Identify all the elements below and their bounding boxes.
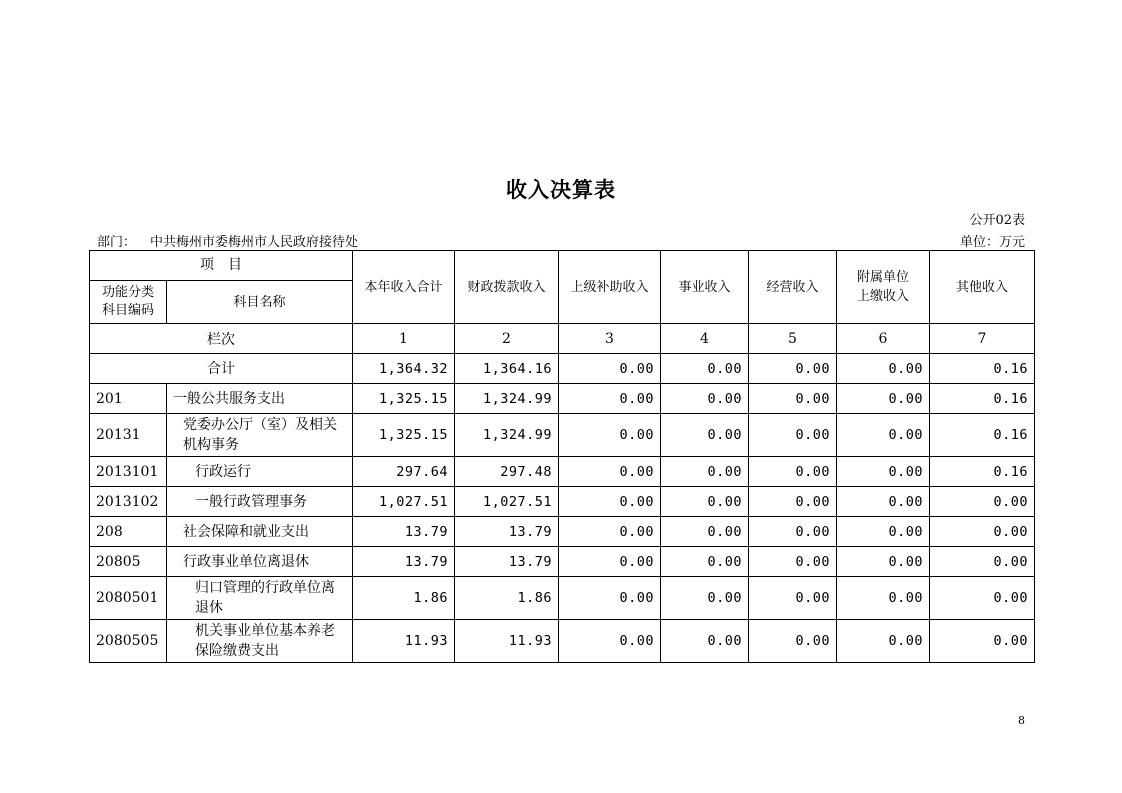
- row-value: 0.00: [559, 577, 661, 620]
- total-value: 0.00: [661, 354, 749, 384]
- column-index: 6: [837, 324, 930, 354]
- row-value: 0.00: [837, 547, 930, 577]
- row-value: 13.79: [353, 517, 455, 547]
- row-value: 0.16: [930, 384, 1035, 414]
- header-col-7: 其他收入: [930, 251, 1035, 324]
- row-value: 0.00: [661, 384, 749, 414]
- row-value: 0.00: [749, 577, 837, 620]
- column-index: 2: [455, 324, 559, 354]
- row-value: 0.00: [749, 547, 837, 577]
- row-value: 1,324.99: [455, 414, 559, 457]
- row-value: 0.00: [559, 384, 661, 414]
- column-index: 1: [353, 324, 455, 354]
- row-value: 0.00: [559, 457, 661, 487]
- row-value: 1.86: [353, 577, 455, 620]
- row-value: 13.79: [455, 547, 559, 577]
- row-value: 0.00: [661, 577, 749, 620]
- row-value: 0.00: [930, 620, 1035, 663]
- row-value: 0.00: [837, 517, 930, 547]
- row-value: 0.00: [837, 384, 930, 414]
- table-row: [90, 414, 1035, 457]
- row-value: 1,027.51: [455, 487, 559, 517]
- row-value: 0.00: [930, 487, 1035, 517]
- department-label: 部门：: [97, 235, 137, 250]
- row-value: 0.00: [661, 620, 749, 663]
- total-value: 0.16: [930, 354, 1035, 384]
- table-row: [90, 547, 1035, 577]
- page-title: 收入决算表: [506, 177, 616, 202]
- row-value: 0.00: [837, 414, 930, 457]
- row-value: 0.00: [930, 517, 1035, 547]
- income-statement-table: [89, 250, 1035, 663]
- department-line: [97, 231, 358, 250]
- row-code: 20131: [90, 414, 167, 457]
- row-value: 0.00: [559, 547, 661, 577]
- row-value: 0.00: [749, 487, 837, 517]
- row-value: 0.00: [749, 620, 837, 663]
- row-value: 0.00: [661, 487, 749, 517]
- row-name: 行政运行: [167, 457, 353, 487]
- row-value: 0.16: [930, 457, 1035, 487]
- row-name: 社会保障和就业支出: [167, 517, 353, 547]
- row-value: 0.00: [749, 517, 837, 547]
- row-value: 0.00: [661, 414, 749, 457]
- total-value: 0.00: [749, 354, 837, 384]
- row-value: 0.00: [559, 517, 661, 547]
- row-value: 0.00: [749, 414, 837, 457]
- row-value: 0.00: [661, 457, 749, 487]
- row-value: 297.48: [455, 457, 559, 487]
- row-value: 1,324.99: [455, 384, 559, 414]
- row-value: 0.00: [559, 620, 661, 663]
- column-index: 5: [749, 324, 837, 354]
- row-name: 一般行政管理事务: [167, 487, 353, 517]
- row-value: 0.00: [749, 457, 837, 487]
- total-row: [90, 354, 1035, 384]
- header-name-label: 科目名称: [167, 281, 353, 324]
- row-value: 11.93: [353, 620, 455, 663]
- row-name: 党委办公厅（室）及相关机构事务: [167, 414, 353, 457]
- page-number: 8: [1018, 714, 1025, 727]
- header-col-5: 经营收入: [749, 251, 837, 324]
- row-value: 0.00: [930, 577, 1035, 620]
- header-item: 项 目: [90, 251, 353, 281]
- row-name: 行政事业单位离退休: [167, 547, 353, 577]
- row-value: 1,325.15: [353, 384, 455, 414]
- header-col-3: 上级补助收入: [559, 251, 661, 324]
- row-value: 1.86: [455, 577, 559, 620]
- row-value: 0.00: [559, 414, 661, 457]
- total-value: 0.00: [837, 354, 930, 384]
- table-row: [90, 384, 1035, 414]
- row-code: 208: [90, 517, 167, 547]
- row-value: 0.00: [837, 487, 930, 517]
- row-value: 0.00: [661, 547, 749, 577]
- total-label: 合计: [90, 354, 353, 384]
- row-name: 一般公共服务支出: [167, 384, 353, 414]
- header-col-4: 事业收入: [661, 251, 749, 324]
- row-value: 0.00: [930, 547, 1035, 577]
- row-code: 2080505: [90, 620, 167, 663]
- column-index: 3: [559, 324, 661, 354]
- table-number: 公开02表: [969, 213, 1025, 228]
- row-value: 0.00: [837, 620, 930, 663]
- department-name: 中共梅州市委梅州市人民政府接待处: [150, 235, 359, 250]
- table-row: [90, 517, 1035, 547]
- row-code: 20805: [90, 547, 167, 577]
- column-index: 4: [661, 324, 749, 354]
- table-row: [90, 577, 1035, 620]
- row-value: 0.00: [837, 577, 930, 620]
- row-value: 297.64: [353, 457, 455, 487]
- row-name: 归口管理的行政单位离退休: [167, 577, 353, 620]
- header-code-label: 功能分类科目编码: [90, 281, 167, 324]
- header-col-2: 财政拨款收入: [455, 251, 559, 324]
- row-value: 1,325.15: [353, 414, 455, 457]
- row-value: 11.93: [455, 620, 559, 663]
- header-col-1: 本年收入合计: [353, 251, 455, 324]
- header-row-1: [90, 251, 1035, 281]
- row-code: 2013102: [90, 487, 167, 517]
- unit-label: 单位：万元: [959, 235, 1025, 250]
- row-value: 0.16: [930, 414, 1035, 457]
- total-value: 1,364.16: [455, 354, 559, 384]
- row-name: 机关事业单位基本养老保险缴费支出: [167, 620, 353, 663]
- row-value: 1,027.51: [353, 487, 455, 517]
- table-row: [90, 620, 1035, 663]
- row-value: 0.00: [749, 384, 837, 414]
- row-code: 201: [90, 384, 167, 414]
- row-value: 0.00: [559, 487, 661, 517]
- row-code: 2013101: [90, 457, 167, 487]
- table-row: [90, 487, 1035, 517]
- total-value: 1,364.32: [353, 354, 455, 384]
- column-index: 7: [930, 324, 1035, 354]
- row-value: 0.00: [661, 517, 749, 547]
- column-index-label: 栏次: [90, 324, 353, 354]
- column-index-row: [90, 324, 1035, 354]
- total-value: 0.00: [559, 354, 661, 384]
- table-row: [90, 457, 1035, 487]
- row-value: 0.00: [837, 457, 930, 487]
- row-value: 13.79: [353, 547, 455, 577]
- row-value: 13.79: [455, 517, 559, 547]
- row-code: 2080501: [90, 577, 167, 620]
- header-col-6: 附属单位上缴收入: [837, 251, 930, 324]
